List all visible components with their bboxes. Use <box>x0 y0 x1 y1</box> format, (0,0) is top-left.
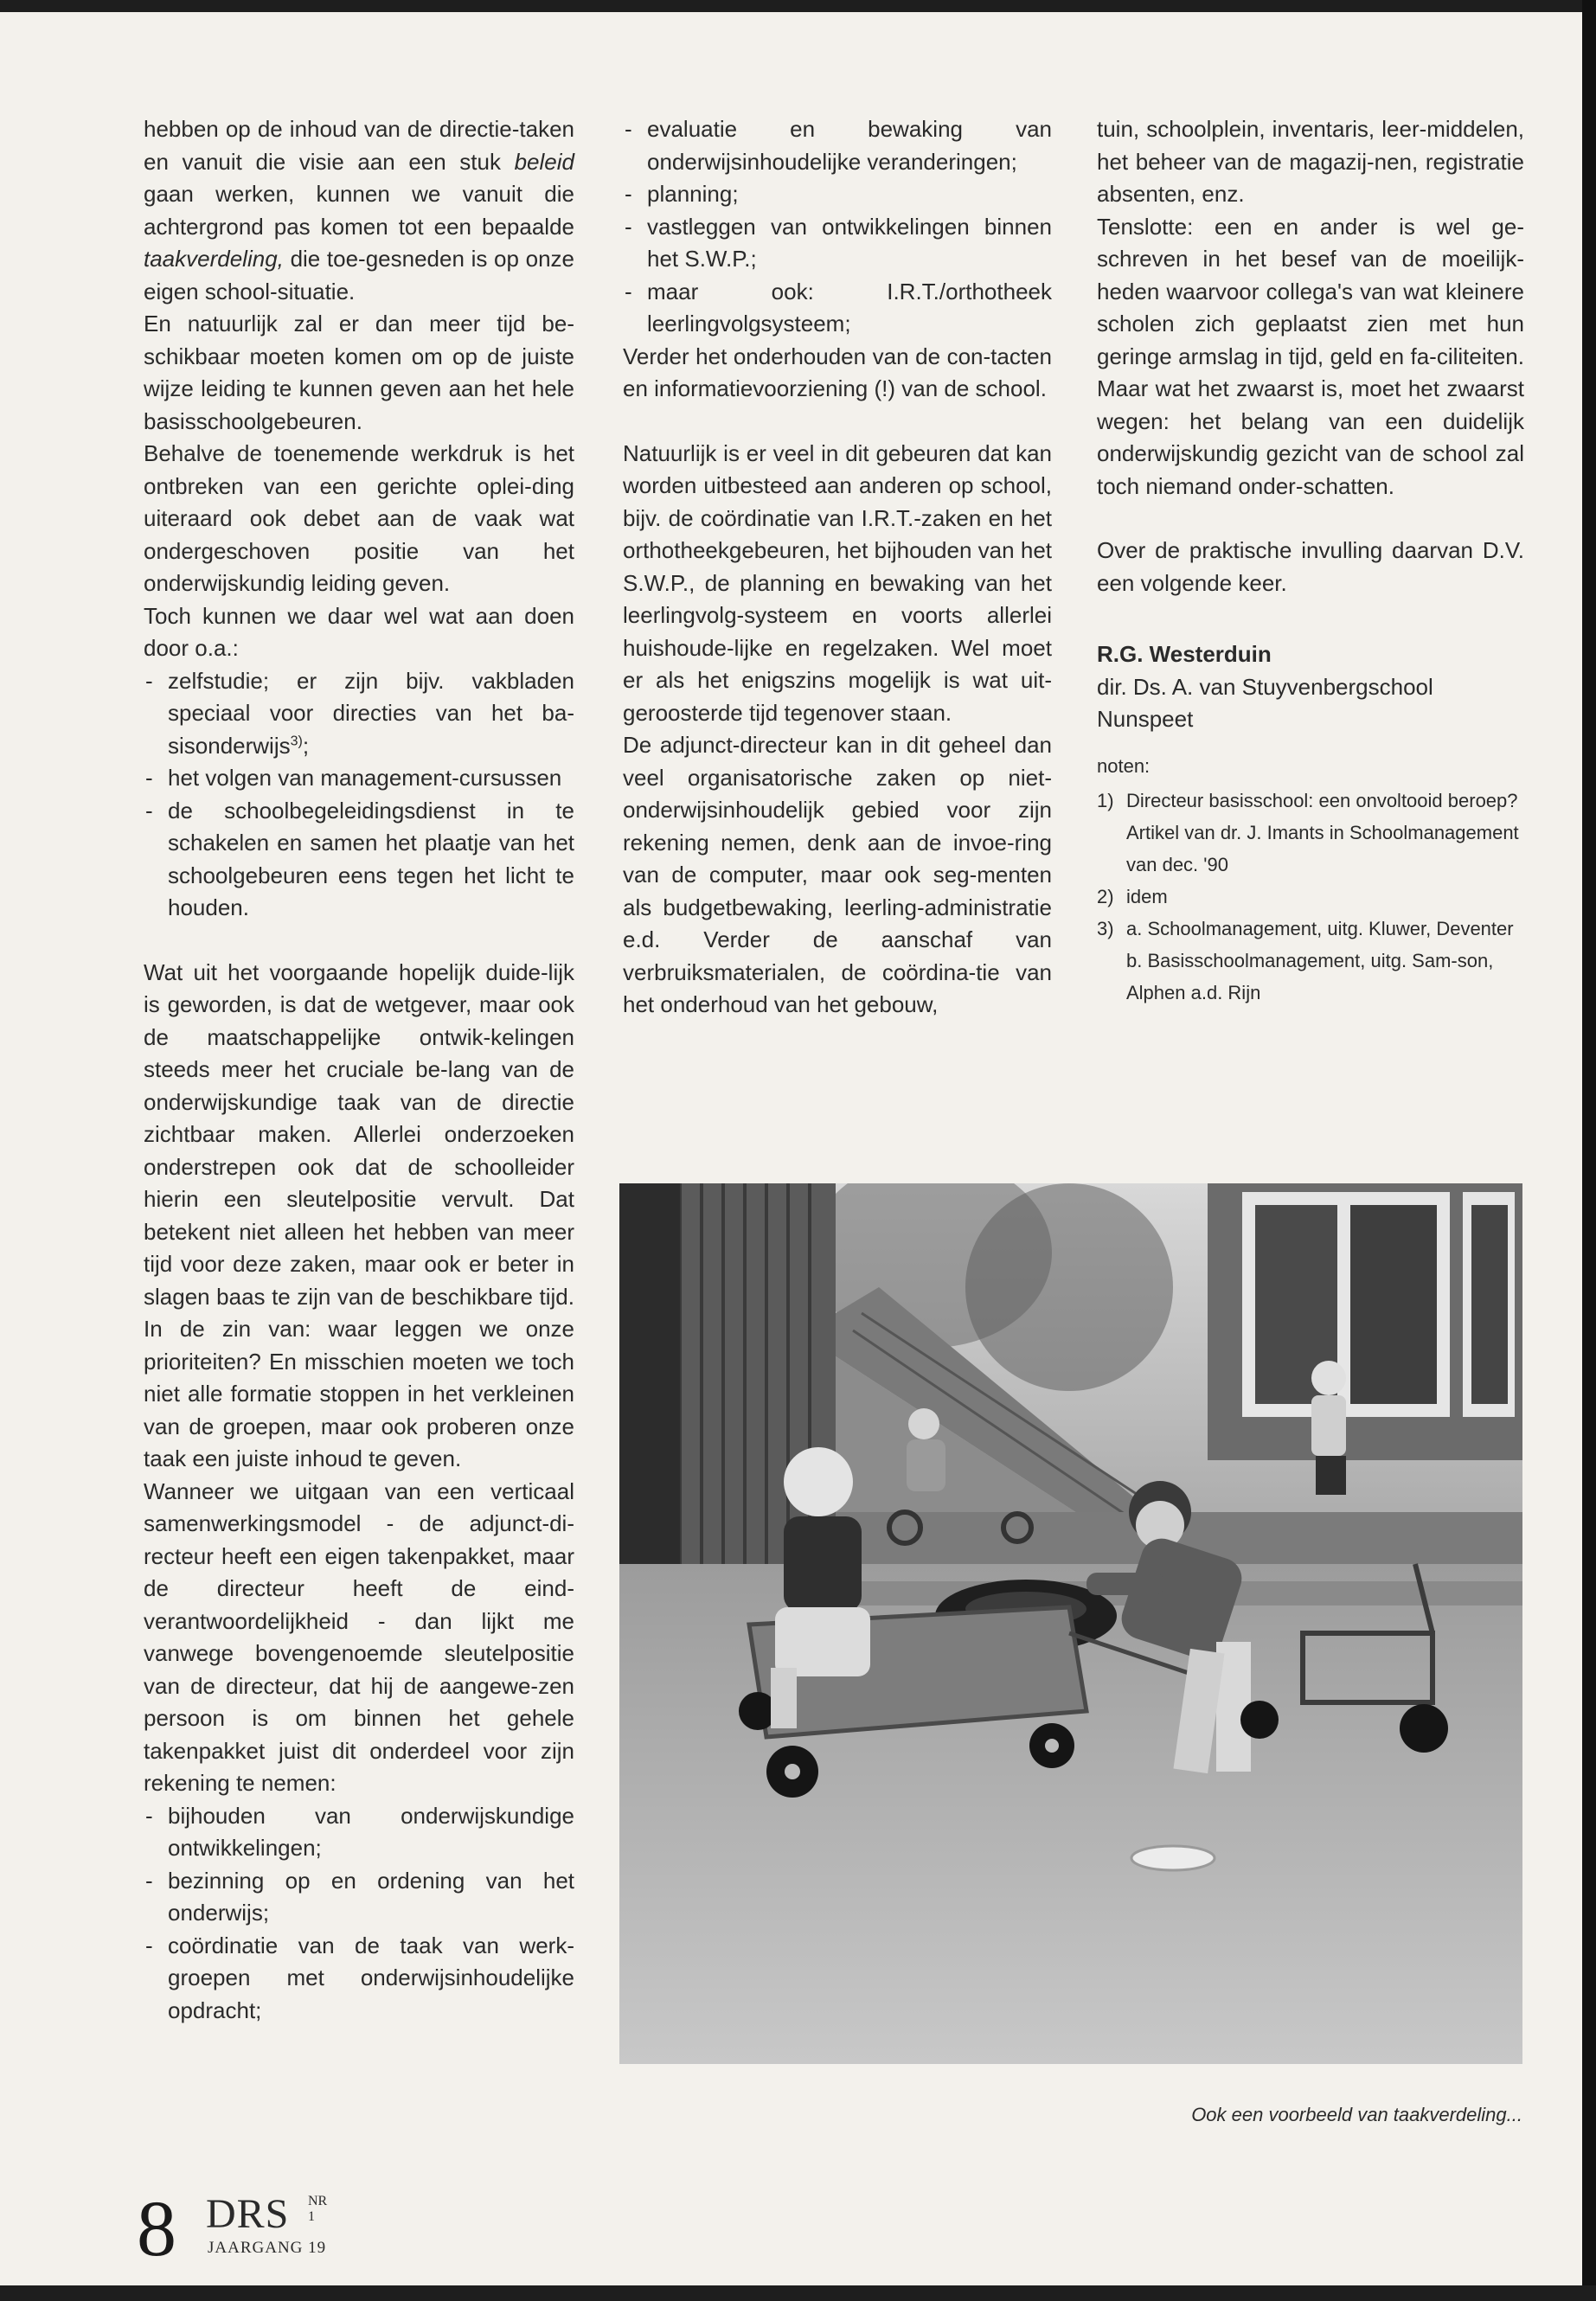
list-item: - evaluatie en bewaking van onderwijsinhoudelijke veranderingen; <box>623 113 1052 178</box>
paragraph: Over de praktische invulling daarvan D.V. een volgende keer. <box>1097 537 1524 596</box>
paragraph: Wat uit het voorgaande hopelijk duide-lijk is geworden, is dat de wetgever, maar ook de maatschappelijke ontwik-kelingen steeds meer het cruciale be-lang van de onderwijskundige taak van de directie zichtbaar maken. Allerlei onderzoeken onderstrepen ook dat de schoolleider hierin een sleutelpositie vervult. Dat betekent niet alleen het hebben van meer tijd voor deze zaken, maar ook er beter in slagen baas te zijn van de beschikbare tijd. In de zin van: waar leggen we onze prioriteiten? En misschien moeten we toch niet alle formatie stoppen in het verkleinen van de groepen, maar ook proberen onze taak een juiste inhoud te geven. <box>144 958 574 1471</box>
article-column-2 <box>623 113 1052 1022</box>
photo-illustration <box>619 1183 1522 2064</box>
bottom-border <box>0 2285 1596 2301</box>
list-item: - het volgen van management-cursussen <box>144 762 574 795</box>
bullet-list <box>623 113 1052 341</box>
paragraph: De adjunct-directeur kan in dit geheel dan veel organisatorische zaken op niet-onderwijsinhoudelijk gebied voor zijn rekening nemen, denk aan de invoe-ring van de computer, maar ook seg-menten als budgetbewaking, leerling-administratie e.d. Verder de aanschaf van verbruiksmaterialen, de coördina-tie van het onderhoud van het gebouw, <box>623 732 1052 1017</box>
photo-caption: Ook een voorbeeld van taakverdeling... <box>1191 2104 1522 2125</box>
list-item: - bijhouden van onderwijskundige ontwikkelingen; <box>144 1800 574 1865</box>
paragraph: tuin, schoolplein, inventaris, leer-middelen, het beheer van de magazij-nen, registratie absenten, enz. <box>1097 116 1524 207</box>
list-item: - vastleggen van ontwikkelingen binnen het S.W.P.; <box>623 211 1052 276</box>
paragraph: Verder het onderhouden van de con-tacten en informatievoorziening (!) van de school. <box>623 343 1052 401</box>
paragraph: Wanneer we uitgaan van een verticaal samenwerkingsmodel - de adjunct-di-recteur heeft een eigen takenpakket, maar de directeur heeft de eind-verantwoordelijkheid - dan lijkt me vanwege bovengenoemde sleutelpositie van de directeur, dat hij de aangewe-zen persoon is om binnen het gehele takenpakket juist dit onderdeel voor zijn rekening te nemen: <box>144 1477 574 1796</box>
author-place: Nunspeet <box>1097 706 1194 732</box>
notes-list <box>1097 785 1524 1009</box>
note-item: 2) idem <box>1097 885 1168 907</box>
paragraph: En natuurlijk zal er dan meer tijd be-schikbaar moeten komen om op de juiste wijze leiding te kunnen geven aan het hele basisschoolgebeuren. <box>144 311 574 434</box>
bullet-list <box>144 1800 574 2028</box>
paragraph: Natuurlijk is er veel in dit gebeuren dat kan worden uitbesteed aan anderen op school, bijv. de coördinatie van I.R.T.-zaken en het orthotheekgebeuren, het bijhouden van het S.W.P., de planning en bewaking van het leerlingvolg-systeem en voorts allerlei huishoude-lijke en regelzaken. Wel moet er als het enigszins mogelijk is wat uit-geroosterde tijd tegenover staan. <box>623 439 1052 726</box>
paragraph: Tenslotte: een en ander is wel ge-schreven in het besef van de moeilijk-heden waarvoor collega's van wat kleinere scholen zich geplaatst zien met hun geringe armslag in tijd, geld en fa-ciliteiten. Maar wat het zwaarst is, moet het zwaarst wegen: het belang van een duidelijk onderwijskundig gezicht van de school zal toch niemand onder-schatten. <box>1097 213 1524 499</box>
author-title: dir. Ds. A. van Stuyvenbergschool <box>1097 673 1433 700</box>
list-item: - zelfstudie; er zijn bijv. vakbladen speciaal voor directies van het ba-sisonderwijs$^{3)}$; <box>144 665 574 763</box>
paragraph: Behalve de toenemende werkdruk is het ontbreken van een gerichte oplei-ding uiteraard ook debet aan de vaak wat ondergeschoven positie van het onderwijskundig leiding geven. <box>144 440 574 596</box>
list-item: - coördinatie van de taak van werk-groepen met onderwijsinhoudelijke opdracht; <box>144 1930 574 2028</box>
schoolyard-photo <box>619 1183 1522 2064</box>
notes-label: noten: <box>1097 754 1151 777</box>
magazine-title: DRS <box>206 2191 290 2237</box>
note-item: 3) a. Schoolmanagement, uitg. Kluwer, Deventer <box>1097 917 1514 939</box>
bullet-list <box>144 665 574 925</box>
issue-number: NR 1 <box>308 2194 328 2224</box>
article-column-1 <box>144 113 574 2027</box>
paragraph: hebben op de inhoud van de directie-taken en vanuit die visie aan een stuk beleid gaan werken, kunnen we vanuit die achtergrond pas komen tot een bepaalde taakverdeling, die toe-gesneden is op onze eigen school-situatie. <box>144 116 574 304</box>
list-item: - bezinning op en ordening van het onderwijs; <box>144 1865 574 1930</box>
article-column-3 <box>1097 113 1524 1009</box>
list-item: - maar ook: I.R.T./orthotheek leerlingvolgsysteem; <box>623 276 1052 341</box>
right-border <box>1582 0 1596 2301</box>
paragraph: Toch kunnen we daar wel wat aan doen door o.a.: <box>144 602 574 661</box>
page-number: 8 <box>137 2184 176 2272</box>
list-item: - de schoolbegeleidingsdienst in te schakelen en samen het plaatje van het schoolgebeuren eens tegen het licht te houden. <box>144 795 574 925</box>
note-item: 1) Directeur basisschool: een onvoltooid beroep? Artikel van dr. J. Imants in Schoolmanagement van dec. '90 <box>1097 789 1519 875</box>
top-border <box>0 0 1596 12</box>
list-item: - planning; <box>623 178 1052 211</box>
note-item: b. Basisschoolmanagement, uitg. Sam-son, Alphen a.d. Rijn <box>1126 949 1494 1003</box>
author-name: R.G. Westerduin <box>1097 641 1272 667</box>
volume-label: JAARGANG 19 <box>208 2239 327 2257</box>
